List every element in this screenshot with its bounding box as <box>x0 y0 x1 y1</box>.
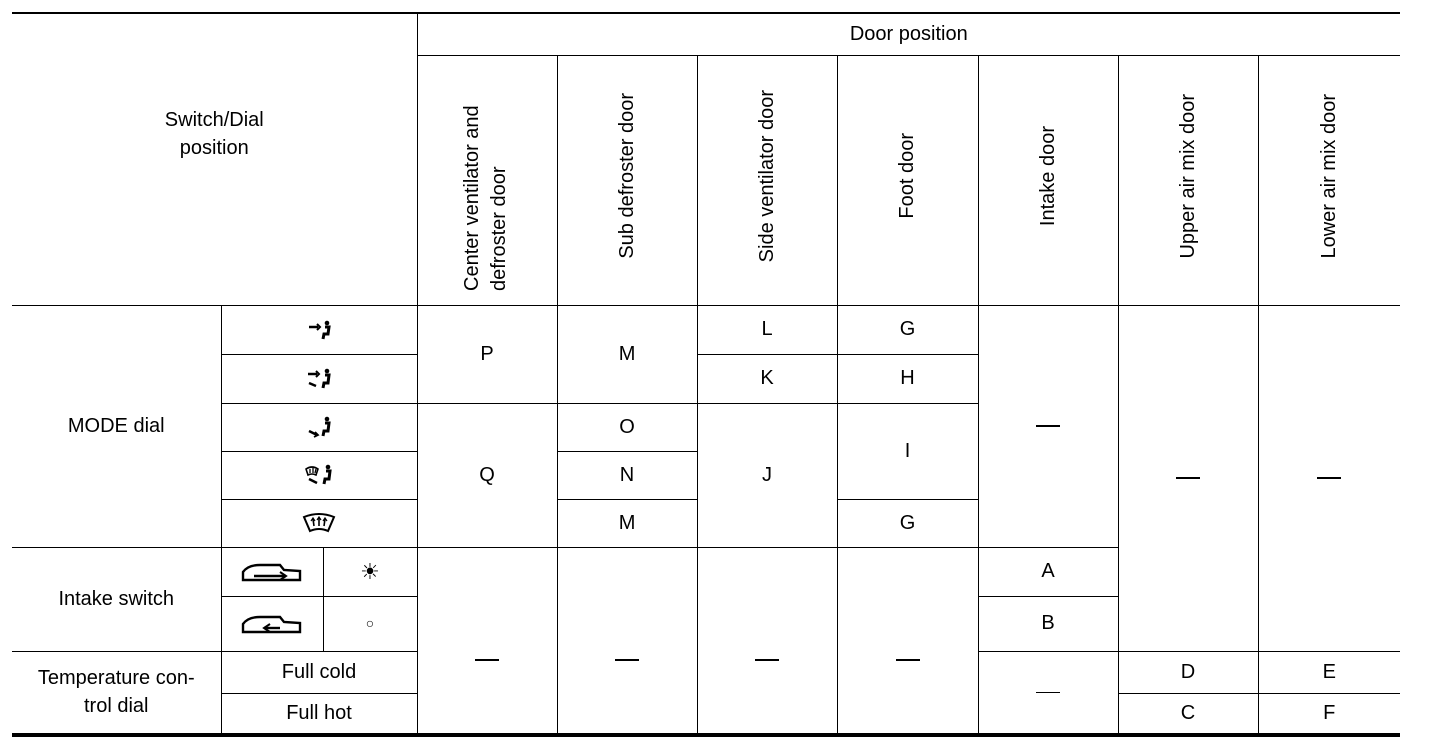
dash-mark <box>615 659 639 661</box>
side-vent-value <box>697 547 837 735</box>
side-vent-value: K <box>697 354 837 403</box>
fresh-air-car-icon <box>221 547 323 596</box>
full-hot-label: Full hot <box>221 693 417 735</box>
foot-mode-icon <box>221 403 417 451</box>
col-upper-air-mix-door: Upper air mix door <box>1118 55 1258 305</box>
full-cold-label: Full cold <box>221 651 417 693</box>
mode-dial-label: MODE dial <box>12 305 221 547</box>
indicator-off-icon: ○ <box>323 596 417 651</box>
lower-air-mix-value: F <box>1258 693 1400 735</box>
bi-level-mode-icon <box>221 354 417 403</box>
upper-air-mix-value <box>1118 305 1258 651</box>
sub-defroster-value: N <box>557 451 697 499</box>
sub-defroster-value: M <box>557 499 697 547</box>
col-center-vent-defroster-door: Center ventilator and defroster door <box>417 55 557 305</box>
intake-value: A <box>978 547 1118 596</box>
dash-mark <box>1176 477 1200 479</box>
col-sub-defroster-door: Sub defroster door <box>557 55 697 305</box>
dash-mark <box>1036 692 1060 694</box>
foot-value: H <box>837 354 978 403</box>
intake-value <box>978 651 1118 735</box>
center-vent-value: Q <box>417 403 557 547</box>
foot-value: I <box>837 403 978 499</box>
door-position-header: Door position <box>417 13 1400 55</box>
upper-air-mix-value: C <box>1118 693 1258 735</box>
center-vent-value <box>417 547 557 735</box>
col-side-ventilator-door: Side ventilator door <box>697 55 837 305</box>
table-row <box>12 305 1400 354</box>
foot-value: G <box>837 305 978 354</box>
intake-value: B <box>978 596 1118 651</box>
sub-defroster-value: M <box>557 305 697 403</box>
dash-mark <box>755 659 779 661</box>
dash-mark <box>896 659 920 661</box>
switch-dial-position-header: Switch/Dial position <box>12 13 417 305</box>
defrost-foot-mode-icon <box>221 451 417 499</box>
side-vent-value: J <box>697 403 837 547</box>
sub-defroster-value: O <box>557 403 697 451</box>
center-vent-value: P <box>417 305 557 403</box>
lower-air-mix-value <box>1258 305 1400 651</box>
indicator-on-icon: ☀ <box>323 547 417 596</box>
foot-value: G <box>837 499 978 547</box>
door-position-table <box>12 12 1400 737</box>
dash-mark <box>1036 425 1060 427</box>
col-foot-door: Foot door <box>837 55 978 305</box>
dash-mark <box>1317 477 1341 479</box>
dash-mark <box>475 659 499 661</box>
col-lower-air-mix-door: Lower air mix door <box>1258 55 1400 305</box>
lower-air-mix-value: E <box>1258 651 1400 693</box>
side-vent-value: L <box>697 305 837 354</box>
foot-value <box>837 547 978 735</box>
vent-mode-icon <box>221 305 417 354</box>
upper-air-mix-value: D <box>1118 651 1258 693</box>
sub-defroster-value <box>557 547 697 735</box>
recirculation-car-icon <box>221 596 323 651</box>
col-intake-door: Intake door <box>978 55 1118 305</box>
intake-value <box>978 305 1118 547</box>
temperature-control-dial-label: Temperature con- trol dial <box>12 651 221 735</box>
intake-switch-label: Intake switch <box>12 547 221 651</box>
defrost-mode-icon <box>221 499 417 547</box>
